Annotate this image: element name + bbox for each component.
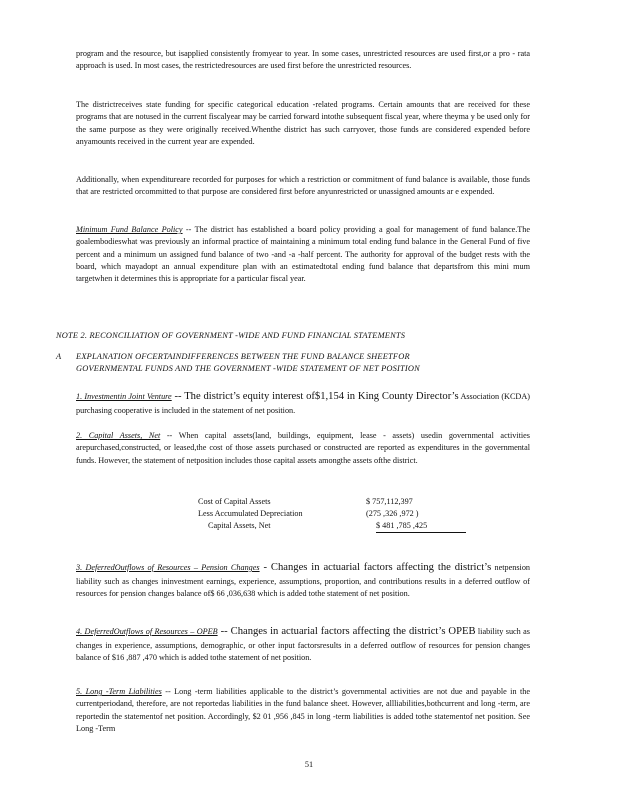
table-row bbox=[198, 496, 466, 508]
item-rest: liability such as changes in experience, assumptions, demographic, or other input factorsresults in a deferred outflow of resources for pension changes balance of $16 ,887 ,470 which is added tothe statement of net position. bbox=[76, 627, 530, 663]
paragraph-text: Additionally, when expenditureare recorded for purposes for which a restriction or commitment of fund balance is available, those funds that are restricted orcommitted to that purpose are considered first before anyunrestricted or unassigned amounts ar e expended. bbox=[76, 175, 530, 197]
item-lead: - Changes in actuarial factors affecting the district’s bbox=[259, 562, 492, 573]
row-value: $ 757,112,397 bbox=[366, 497, 413, 506]
policy-text: -- The district has established a board policy providing a goal for management of fund balance.The goalembodieswhat was previously an informal practice of maintaining a minimum total ending fund balance in the General Fund of five percent and a minimum un assigned fund balance of two -and -a -half percent. The authority for approval of the budget rests with the board, which mayadopt an annual expenditure plan with an estimatedtotal ending fund balance that departsfrom this mini mum targetwhen it determines this is appropriate for a particular fiscal year. bbox=[76, 225, 530, 284]
row-value: (275 ,326 ,972 ) bbox=[366, 508, 419, 518]
table-row bbox=[198, 508, 466, 520]
item-label: 3. DeferredOutflows of Resources – Pension Changes bbox=[76, 563, 260, 572]
row-label: Capital Assets, Net bbox=[208, 520, 271, 530]
paragraph-restriction-order bbox=[76, 174, 530, 199]
paragraph-text bbox=[76, 560, 530, 600]
item-lead: -- Changes in actuarial factors affecting the district’s OPEB bbox=[217, 626, 476, 637]
section-heading-line2: GOVERNMENTAL FUNDS AND THE GOVERNMENT -WIDE STATEMENT OF NET POSITION bbox=[76, 364, 420, 373]
item-label: 4. DeferredOutflows of Resources – OPEB bbox=[76, 627, 218, 636]
item-lead: -- The district’s equity interest of$1,154 in King County Director’s bbox=[171, 391, 459, 402]
row-label: Cost of Capital Assets bbox=[198, 497, 271, 506]
paragraph-minimum-fund-balance bbox=[76, 224, 530, 285]
item-label: 2. Capital Assets, Net bbox=[76, 431, 161, 440]
paragraph-text bbox=[76, 224, 530, 285]
item-deferred-outflows-opeb bbox=[76, 624, 530, 664]
paragraph-text: The districtreceives state funding for specific categorical education -related programs. Certain amounts that are received for these programs that are notused in the current fiscalyear may be carried forward intothe subsequent fiscal year, where theyma y be used only for the same purpose as they were originally received.Whenthe district has such carryover, those funds are considered expended before anyamounts received in the current year are expended. bbox=[76, 100, 530, 146]
page-number: 51 bbox=[304, 760, 314, 769]
paragraph-text bbox=[76, 686, 530, 735]
paragraph-resource-usage bbox=[76, 48, 530, 73]
paragraph-text bbox=[76, 389, 530, 417]
policy-label: Minimum Fund Balance Policy bbox=[76, 225, 183, 234]
section-letter: A bbox=[56, 352, 62, 361]
row-label: Less Accumulated Depreciation bbox=[198, 508, 303, 518]
section-heading-line1: EXPLANATION OFCERTAINDIFFERENCES BETWEEN THE FUND BALANCE SHEETFOR bbox=[76, 352, 410, 361]
item-rest: netpension liability such as changes ininvestment earnings, experience, assumptions, proportion, and contributions results in a deferred outflow of resources for pension changes balance of$ 66 ,036,638 which is added tothe statement of net position. bbox=[76, 563, 531, 599]
item-long-term-liabilities bbox=[76, 686, 530, 735]
row-value: $ 481 ,785 ,425 bbox=[376, 520, 466, 533]
item-rest: Association (KCDA) purchasing cooperative is included in the statement of net position. bbox=[76, 392, 530, 415]
item-deferred-outflows-pension bbox=[76, 560, 530, 600]
item-capital-assets bbox=[76, 430, 530, 467]
note-heading: NOTE 2. RECONCILIATION OF GOVERNMENT -WIDE AND FUND FINANCIAL STATEMENTS bbox=[56, 331, 406, 340]
item-text: -- When capital assets(land, buildings, equipment, lease - assets) usedin governmental activities arepurchased,constructed, or leased,the cost of those assets purchased or constructed are reported as expenditures in the governmental funds. However, the statement of netposition includes those capital assets amongthe assets ofthe district. bbox=[76, 431, 530, 465]
paragraph-text bbox=[76, 624, 530, 664]
paragraph-text bbox=[76, 430, 530, 467]
item-investment-joint-venture bbox=[76, 389, 530, 417]
paragraph-state-funding bbox=[76, 99, 530, 148]
item-label: 5. Long -Term Liabilities bbox=[76, 687, 162, 696]
item-text: -- Long -term liabilities applicable to the district’s governmental activities are not due and payable in the currentperiodand, therefore, are not reportedas liabilities in the fund balance sheet. However, allliabilities,bothcurrent and long -term, are reportedin the statementof net position. Accordingly, $2 01 ,956 ,845 in long -term liabilities is added tothe statementof net position. See Long -Term bbox=[76, 687, 530, 733]
table-row bbox=[198, 520, 466, 533]
paragraph-text: program and the resource, but isapplied consistently fromyear to year. In some cases, unrestricted resources are used first,or a pro - rata approach is used. In most cases, the restrictedresources are used first before the unrestricted resources. bbox=[76, 49, 530, 71]
capital-assets-table bbox=[198, 496, 466, 533]
item-label: 1. Investmentin Joint Venture bbox=[76, 392, 172, 401]
